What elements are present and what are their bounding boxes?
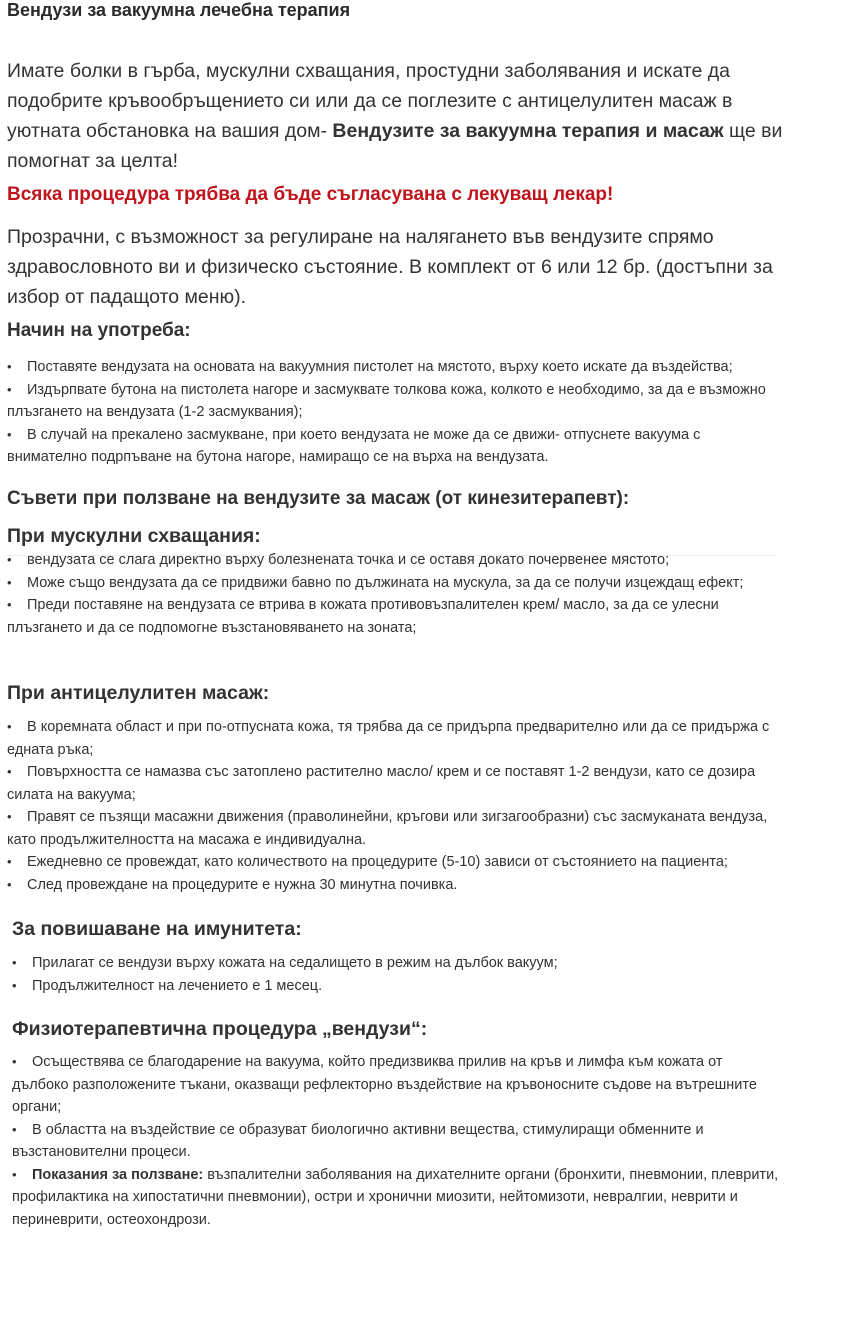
list-item: • Издърпвате бутона на пистолета нагоре и засмуквате толкова кожа, колкото е необходимо, за да е възможно плъзгането на вендузата (1-2 засмуквания);: [7, 379, 782, 424]
muscle-list: [7, 549, 782, 639]
page-title: Вендузи за вакуумна лечебна терапия: [7, 0, 351, 20]
immunity-heading: За повишаване на имунитета:: [12, 918, 302, 940]
indications-label: Показания за ползване:: [32, 1166, 204, 1183]
cellulite-heading: При антицелулитен масаж:: [7, 682, 270, 704]
list-item: • В случай на прекалено засмукване, при което вендузата не може да се движи- отпуснете вакуума с внимателно подрпъване на бутона нагоре, намиращо се на върха на вендузата.: [7, 424, 782, 469]
cellulite-list: [7, 716, 782, 896]
list-item: • Повърхността се намазва със затоплено растително масло/ крем и се поставят 1-2 вендузи, като се дозира силата на вакуума;: [7, 761, 782, 806]
list-item: • В коремната област и при по-отпусната кожа, тя трябва да се придърпа предварително или да се придържа с едната ръка;: [7, 716, 782, 761]
list-item: • Правят се пъзящи масажни движения (праволинейни, кръгови или зигзагообразни) със засмуканата вендуза, като продължителността на масажа е индивидуална.: [7, 806, 782, 851]
list-item: • Продължителност на лечението е 1 месец.: [12, 975, 787, 998]
list-item: • В областта на въздействие се образуват биологично активни вещества, стимулиращи обменните и възстановителни процеси.: [12, 1119, 782, 1164]
list-item: • Осъществява се благодарение на вакуума, който предизвиква прилив на кръв и лимфа към кожата от дълбоко разположените тъкани, оказващи рефлекторно въздействие на кръвоносните съдове на вътрешните органи;: [12, 1051, 782, 1119]
list-item: • Може също вендузата да се придвижи бавно по дължината на мускула, за да се получи изцеждащ ефект;: [7, 572, 782, 595]
product-description-text: Прозрачни, с възможност за регулиране на налягането във вендузите спрямо здравословното ви и физическо състояние. В комплект от 6 или 12 бр. (достъпни за избор от падащото меню).: [7, 226, 773, 308]
list-item: • Поставяте вендузата на основата на вакуумния пистолет на мястото, върху което искате да въздейства;: [7, 356, 782, 379]
intro-strong: Вендузите за вакуумна терапия и масаж: [332, 120, 724, 142]
intro-text-before: Имате болки в гърба, мускулни схващания, простудни заболявания и искате да подобрите кръвообръщението си или да се поглезите с антицелулитен масаж в уютната обстановка на вашия дом-: [7, 60, 733, 142]
intro-paragraph: [7, 56, 787, 176]
list-item: • Ежедневно се провеждат, като количеството на процедурите (5-10) зависи от състоянието на пациента;: [7, 851, 782, 874]
muscle-heading: При мускулни схващания:: [7, 525, 261, 547]
tips-heading: Съвети при ползване на вендузите за масаж (от кинезитерапевт):: [7, 488, 630, 509]
usage-list: [7, 356, 782, 469]
intro-text-after: ще ви помогнат за целта!: [7, 120, 783, 172]
list-item: • След провеждане на процедурите е нужна 30 минутна почивка.: [7, 874, 782, 897]
indications-text: възпалителни заболявания на дихателните органи (бронхити, пневмонии, плеврити, профилактика на хипостатични пневмонии), остри и хронични миозити, нейтомизоти, невралгии, неврити и периневрити, остеохондрози.: [12, 1166, 779, 1228]
list-item: • вендузата се слага директно върху болезнената точка и се оставя докато почервенее мястото;: [7, 549, 782, 572]
physio-list: [12, 1051, 782, 1231]
list-item: • Прилагат се вендузи върху кожата на седалището в режим на дълбок вакуум;: [12, 952, 787, 975]
doctor-warning: Всяка процедура трябва да бъде съгласувана с лекуващ лекар!: [7, 184, 614, 205]
list-item: • Преди поставяне на вендузата се втрива в кожата противовъзпалителен крем/ масло, за да се улесни плъзгането и да се подпомогне възстановяването на зоната;: [7, 594, 782, 639]
list-item-indications: [12, 1164, 782, 1232]
immunity-list: [12, 952, 787, 997]
usage-heading: Начин на употреба:: [7, 320, 191, 341]
physio-heading: Физиотерапевтична процедура „вендузи“:: [12, 1018, 428, 1040]
